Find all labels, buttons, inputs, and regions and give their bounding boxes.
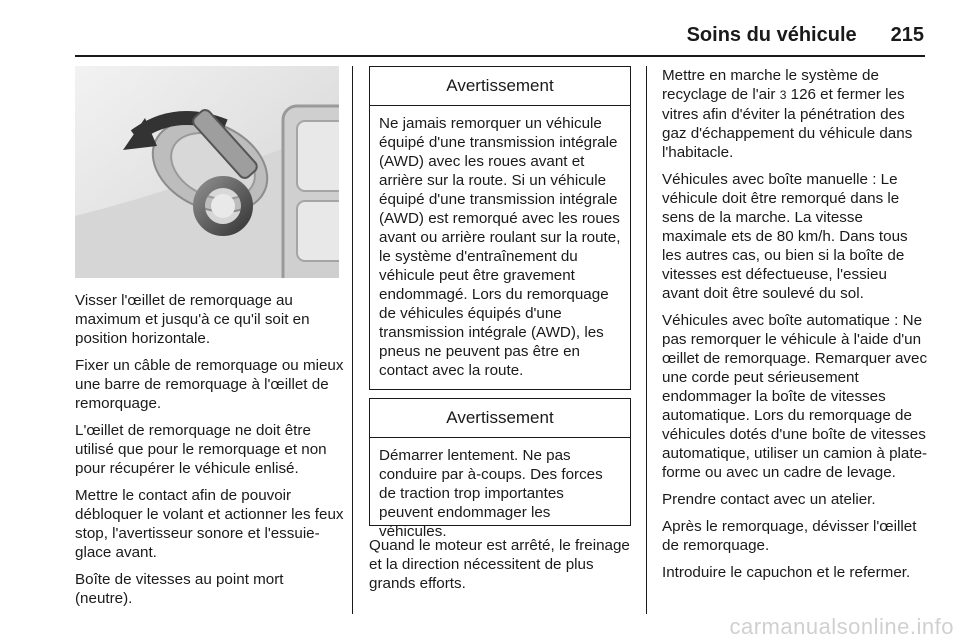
paragraph: Quand le moteur est arrêté, le freinage et la direction nécessitent de plus grands efforts. (369, 537, 630, 592)
warning-box (369, 398, 631, 540)
header-rule (75, 55, 925, 57)
paragraph: Véhicules avec boîte automatique : Ne pas remorquer le véhicule à l'aide d'un œillet de remorquage. Remarquer avec une corde peut sérieusement endommager la boîte de vitesses automatique. Lors du remorquage de véhicules dotés d'une boîte de vitesses automatique, utiliser un camion à plate-forme ou avec un cadre de levage. (662, 312, 928, 481)
paragraph: Visser l'œillet de remorquage au maximum et jusqu'à ce qu'il soit en position horizontale. (75, 292, 310, 347)
towing-eye-illustration (75, 66, 339, 278)
column-divider (352, 66, 353, 614)
middle-column-text (369, 536, 631, 601)
right-column-text (662, 66, 928, 590)
paragraph: Mettre le contact afin de pouvoir débloquer le volant et actionner les feux stop, l'avertisseur sonore et l'essuie-glace avant. (75, 487, 344, 561)
warning-title: Avertissement (370, 399, 630, 438)
paragraph: Véhicules avec boîte manuelle : Le véhicule doit être remorqué dans le sens de la marche. La vitesse maximale ets de 80 km/h. Dans tous les autres cas, ou bien si la boîte de vitesses est défectueuse, l'essieu avant doit être soulevé du sol. (662, 171, 908, 302)
paragraph: Introduire le capuchon et le refermer. (662, 564, 911, 581)
paragraph: Après le remorquage, dévisser l'œillet de remorquage. (662, 518, 917, 554)
section-title: Soins du véhicule (686, 24, 857, 46)
left-column-text (75, 291, 345, 616)
warning-text: Ne jamais remorquer un véhicule équipé d'une transmission intégrale (AWD) avec les roues avant et arrière sur la route. Si un véhicule équipé d'une transmission intégrale (AWD) est remorqué avec les roues avant ou arrière roulant sur la route, le système d'entraînement du véhicule peut être gravement endommagé. Lors du remorquage de véhicules équipés d'une transmission intégrale (AWD), les pneus ne peuvent pas être en contact avec la route. (379, 115, 621, 379)
watermark: carmanualsonline.info (729, 614, 954, 639)
paragraph-text: Mettre en marche le système de recyclage de l'air (662, 67, 879, 103)
warning-text: Démarrer lentement. Ne pas conduire par à-coups. Des forces de traction trop importantes peuvent endommager les véhicules. (379, 447, 603, 540)
towing-eye-icon (75, 66, 339, 278)
page-reference-arrow-icon: 3 (779, 88, 787, 102)
paragraph: Boîte de vitesses au point mort (neutre). (75, 571, 284, 607)
paragraph (662, 66, 928, 162)
page-header (687, 24, 924, 47)
paragraph-text: 126 et fermer les vitres afin d'éviter la pénétration des gaz d'échappement du véhicule dans l'habitacle. (662, 86, 913, 161)
paragraph: L'œillet de remorquage ne doit être utilisé que pour le remorquage et non pour récupérer le véhicule enlisé. (75, 422, 327, 477)
warning-box (369, 66, 631, 390)
paragraph: Prendre contact avec un atelier. (662, 491, 876, 508)
page-number: 215 (890, 24, 924, 46)
paragraph: Fixer un câble de remorquage ou mieux une barre de remorquage à l'œillet de remorquage. (75, 357, 344, 412)
warning-title: Avertissement (370, 67, 630, 106)
column-divider (646, 66, 647, 614)
